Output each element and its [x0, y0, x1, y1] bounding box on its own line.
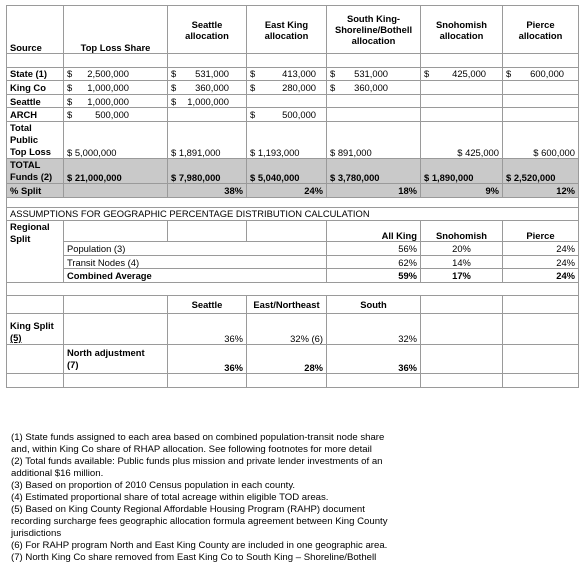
regional-row-population [7, 242, 579, 256]
header-snohomish-split: Snohomish [421, 221, 503, 242]
cell-seattle: $ 1,000,000 [168, 94, 247, 108]
total-public-snohomish: $ 425,000 [421, 121, 503, 158]
king-split-south: 32% [327, 313, 421, 344]
spacer-row [7, 54, 579, 68]
total-public-label: Total Public Top Loss [7, 121, 64, 158]
header-pierce: Pierce allocation [503, 6, 579, 54]
header-top-loss-share: Top Loss Share [64, 6, 168, 54]
regional-row-label: Transit Nodes (4) [64, 255, 327, 269]
spacer-row [7, 373, 579, 387]
cell-seattle: $ 531,000 [168, 67, 247, 81]
cell-top-loss: $ 1,000,000 [64, 81, 168, 95]
footnote-line: and, within King Co share of RHAP allocation. See following footnotes for more detail [11, 444, 372, 455]
regional-header-row [7, 221, 579, 242]
cell-east-king: $ 280,000 [247, 81, 327, 95]
cell-east-king: $ 413,000 [247, 67, 327, 81]
regional-row-combined [7, 269, 579, 283]
assumptions-title: ASSUMPTIONS FOR GEOGRAPHIC PERCENTAGE DISTRIBUTION CALCULATION [7, 207, 579, 221]
total-funds-pierce: $ 2,520,000 [503, 158, 579, 183]
north-adjustment-seattle: 36% [168, 344, 247, 373]
split-top-loss [64, 183, 168, 197]
header-seattle: Seattle allocation [168, 6, 247, 54]
footnote-line: additional $16 million. [11, 468, 104, 479]
header-seattle-split: Seattle [168, 295, 247, 313]
total-funds-row [7, 158, 579, 183]
total-funds-east-king: $ 5,040,000 [247, 158, 327, 183]
value-snohomish: 20% [421, 242, 503, 256]
king-split-seattle: 36% [168, 313, 247, 344]
spacer-row [7, 197, 579, 207]
north-adjustment-row [7, 344, 579, 373]
cell-snohomish [421, 94, 503, 108]
source-row-arch [7, 108, 579, 122]
cell-seattle: $ 360,000 [168, 81, 247, 95]
cell-south-king [327, 94, 421, 108]
header-source: Source [7, 6, 64, 54]
split-pierce: 12% [503, 183, 579, 197]
north-adjustment-label: North adjustment (7) [64, 344, 168, 373]
source-label: King Co [7, 81, 64, 95]
source-label: Seattle [7, 94, 64, 108]
regional-split-label: Regional Split [7, 221, 64, 283]
spacer-row [7, 282, 579, 295]
cell-pierce [503, 94, 579, 108]
cell-top-loss: $ 500,000 [64, 108, 168, 122]
footnote-line: (4) Estimated proportional share of total acreage within eligible TOD areas. [11, 492, 329, 503]
footnote-line: (2) Total funds available: Public funds plus mission and private lender investments of an [11, 456, 383, 467]
total-public-row [7, 121, 579, 158]
cell-snohomish [421, 108, 503, 122]
cell-south-king [327, 108, 421, 122]
total-funds-label: TOTAL Funds (2) [7, 158, 64, 183]
cell-pierce [503, 81, 579, 95]
total-public-pierce: $ 600,000 [503, 121, 579, 158]
king-split-east-northeast: 32% (6) [247, 313, 327, 344]
footnote-line: (7) North King Co share removed from East King Co to South King – Shoreline/Bothell [11, 552, 377, 563]
total-public-east-king: $ 1,193,000 [247, 121, 327, 158]
allocation-table [6, 5, 579, 388]
footnote-line: (3) Based on proportion of 2010 Census population in each county. [11, 480, 296, 491]
regional-row-label: Population (3) [64, 242, 327, 256]
value-all-king: 62% [327, 255, 421, 269]
cell-top-loss: $ 2,500,000 [64, 67, 168, 81]
footnote-line: (5) Based on King County Regional Affordable Housing Program (RAHP) document [11, 504, 365, 515]
regional-row-transit [7, 255, 579, 269]
north-adjustment-east-northeast: 28% [247, 344, 327, 373]
north-adjustment-south: 36% [327, 344, 421, 373]
header-south: South [327, 295, 421, 313]
cell-pierce [503, 108, 579, 122]
cell-snohomish [421, 81, 503, 95]
total-funds-snohomish: $ 1,890,000 [421, 158, 503, 183]
split-east-king: 24% [247, 183, 327, 197]
total-public-south-king: $ 891,000 [327, 121, 421, 158]
assumptions-title-row [7, 207, 579, 221]
value-snohomish: 14% [421, 255, 503, 269]
cell-south-king: $ 531,000 [327, 67, 421, 81]
header-east-king: East King allocation [247, 6, 327, 54]
value-all-king: 59% [327, 269, 421, 283]
footnote-line: (6) For RAHP program North and East King County are included in one geographic area. [11, 540, 388, 551]
value-snohomish: 17% [421, 269, 503, 283]
cell-east-king: $ 500,000 [247, 108, 327, 122]
header-snohomish: Snohomish allocation [421, 6, 503, 54]
king-split-label: King Split (5) [7, 313, 64, 344]
header-east-northeast: East/Northeast [247, 295, 327, 313]
value-pierce: 24% [503, 269, 579, 283]
value-pierce: 24% [503, 242, 579, 256]
footnote-line: (1) State funds assigned to each area based on combined population-transit node share [11, 432, 385, 443]
cell-top-loss: $ 1,000,000 [64, 94, 168, 108]
king-split-header-row [7, 295, 579, 313]
source-row-state [7, 67, 579, 81]
footnote-line: jurisdictions [11, 528, 62, 539]
value-pierce: 24% [503, 255, 579, 269]
header-pierce-split: Pierce [503, 221, 579, 242]
total-public-seattle: $ 1,891,000 [168, 121, 247, 158]
footnote-line: recording surcharge fees geographic allocation formula agreement between King County [11, 516, 388, 527]
cell-south-king: $ 360,000 [327, 81, 421, 95]
source-row-seattle [7, 94, 579, 108]
split-seattle: 38% [168, 183, 247, 197]
cell-snohomish: $ 425,000 [421, 67, 503, 81]
total-funds-south-king: $ 3,780,000 [327, 158, 421, 183]
split-snohomish: 9% [421, 183, 503, 197]
cell-pierce: $ 600,000 [503, 67, 579, 81]
footnotes [11, 432, 577, 564]
source-row-king-co [7, 81, 579, 95]
header-all-king: All King [327, 221, 421, 242]
cell-east-king [247, 94, 327, 108]
total-funds-seattle: $ 7,980,000 [168, 158, 247, 183]
split-label: % Split [7, 183, 64, 197]
cell-seattle [168, 108, 247, 122]
source-label: State (1) [7, 67, 64, 81]
split-row [7, 183, 579, 197]
source-label: ARCH [7, 108, 64, 122]
king-split-row [7, 313, 579, 344]
total-public-top-loss: $ 5,000,000 [64, 121, 168, 158]
value-all-king: 56% [327, 242, 421, 256]
total-funds-top-loss: $ 21,000,000 [64, 158, 168, 183]
split-south-king: 18% [327, 183, 421, 197]
regional-row-label: Combined Average [64, 269, 327, 283]
header-south-king: South King- Shoreline/Bothell allocation [327, 6, 421, 54]
header-row [7, 6, 579, 54]
